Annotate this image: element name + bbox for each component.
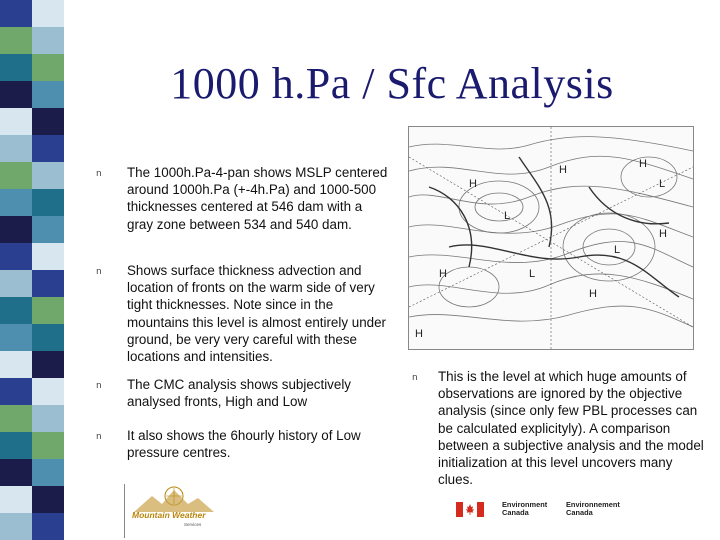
strip-cell [32,54,64,81]
pressure-label: H [659,228,667,240]
strip-cell [0,27,32,54]
strip-cell [32,81,64,108]
ec-label-en-2: Canada [502,508,529,517]
strip-cell [32,270,64,297]
pressure-label: L [614,244,621,256]
strip-row [0,135,64,162]
strip-cell [0,0,32,27]
strip-cell [0,135,32,162]
strip-cell [0,351,32,378]
strip-cell [32,432,64,459]
pressure-label: H [469,178,477,190]
logo-divider [124,484,125,538]
bullet-text: The CMC analysis shows subjectively analysed fronts, High and Low [127,377,351,410]
strip-cell [32,189,64,216]
strip-row [0,189,64,216]
strip-row [0,459,64,486]
mountain-weather-logo [124,484,220,536]
strip-cell [0,189,32,216]
strip-cell [32,0,64,27]
strip-row [0,162,64,189]
strip-cell [0,270,32,297]
strip-cell [32,297,64,324]
strip-cell [0,486,32,513]
bullet-marker: n [96,432,102,442]
strip-row [0,243,64,270]
pressure-label: L [659,178,666,190]
pressure-label: H [439,268,447,280]
strip-cell [0,243,32,270]
strip-cell [32,324,64,351]
analysis-map-svg [409,127,693,349]
strip-cell [32,351,64,378]
strip-cell [32,27,64,54]
strip-row [0,108,64,135]
strip-row [0,351,64,378]
strip-row [0,297,64,324]
logo-sub: Services [184,522,202,527]
strip-cell [0,108,32,135]
strip-cell [32,135,64,162]
strip-row [0,54,64,81]
strip-cell [32,162,64,189]
pressure-label: H [589,288,597,300]
ec-label-en-1: Environment [502,500,548,509]
strip-cell [0,54,32,81]
strip-cell [32,459,64,486]
slide-title: 1000 h.Pa / Sfc Analysis [170,59,614,108]
strip-cell [0,513,32,540]
bullet-marker: n [96,267,102,277]
decorative-strip [0,0,64,540]
pressure-label: L [504,210,511,222]
canada-flag-icon [456,502,484,517]
ec-label-fr-1: Environnement [566,500,620,509]
strip-cell [32,243,64,270]
strip-cell [0,81,32,108]
strip-cell [32,486,64,513]
bullet-text: This is the level at which huge amounts of observations are ignored by the objective analysis (since only few PBL processes can be calculated explicityly). A comparison between a subjective analysis and the model initialization at this level uncovers many clues. [438,369,704,488]
strip-row [0,405,64,432]
strip-cell [32,405,64,432]
strip-cell [32,216,64,243]
strip-row [0,0,64,27]
strip-cell [0,432,32,459]
strip-row [0,513,64,540]
bullet-text: The 1000h.Pa-4-pan shows MSLP centered around 1000h.Pa (+-4h.Pa) and 1000-500 thicknesses centered at 546 dam with a gray zone between 534 and 540 dam. [127,165,388,232]
bullet-text: It also shows the 6hourly history of Low pressure centres. [127,428,361,461]
strip-row [0,81,64,108]
surface-analysis-map [408,126,694,350]
strip-cell [0,162,32,189]
environment-canada-logo [456,500,656,520]
pressure-label: H [415,328,423,340]
strip-row [0,270,64,297]
strip-row [0,27,64,54]
strip-cell [32,513,64,540]
strip-row [0,324,64,351]
bullet-marker: n [412,373,418,383]
strip-row [0,432,64,459]
strip-cell [32,378,64,405]
logo-name: Mountain Weather [132,510,206,520]
bullet-marker: n [96,381,102,391]
pressure-label: H [559,164,567,176]
strip-cell [32,108,64,135]
ec-label-fr-2: Canada [566,508,593,517]
pressure-label: L [529,268,536,280]
strip-cell [0,216,32,243]
strip-cell [0,297,32,324]
strip-cell [0,378,32,405]
strip-row [0,486,64,513]
bullet-marker: n [96,169,102,179]
pressure-label: H [639,158,647,170]
strip-cell [0,459,32,486]
bullet-text: Shows surface thickness advection and location of fronts on the warm side of very tight thicknesses. Note since in the mountains this level is almost entirely under ground, be very very careful with these locations and intensities. [127,263,387,365]
strip-cell [0,324,32,351]
strip-cell [0,405,32,432]
strip-row [0,378,64,405]
strip-row [0,216,64,243]
